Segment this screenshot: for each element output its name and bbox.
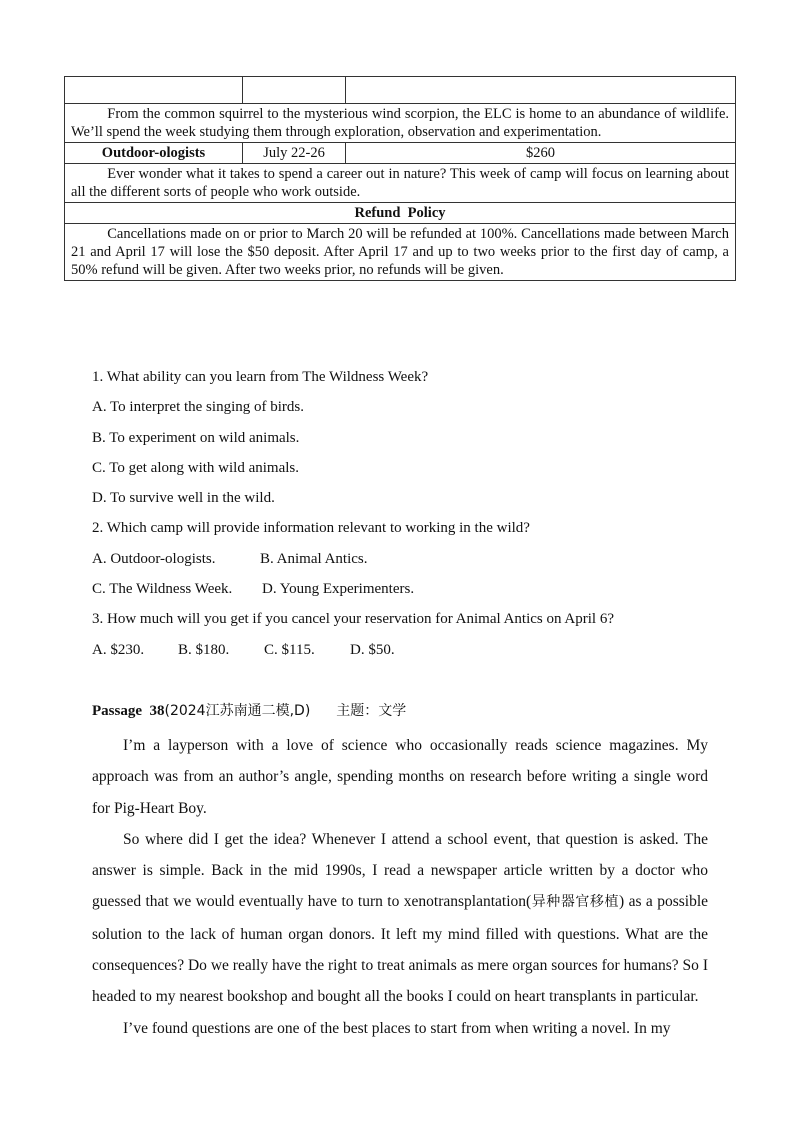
answer-option: D. Young Experimenters. <box>262 581 415 598</box>
answer-option: A. To interpret the singing of birds. <box>92 399 304 416</box>
answer-option: D. To survive well in the wild. <box>92 490 275 507</box>
table-row <box>65 143 736 164</box>
table-row <box>65 164 736 203</box>
table-row <box>65 203 736 224</box>
wildlife-description: From the common squirrel to the mysterious wind scorpion, the ELC is home to an abundance of wildlife. We’ll spend the week studying them through exploration, observation and experimentation. <box>65 104 736 143</box>
questions-section <box>92 367 732 670</box>
camp-table <box>64 76 736 281</box>
chinese-gloss: 异种器官移植 <box>531 894 619 911</box>
camp-name: Outdoor-ologists <box>65 143 243 164</box>
passage-source: (2024江苏南通二模,D) <box>164 703 311 719</box>
option-row <box>92 549 732 579</box>
answer-option: A. Outdoor-ologists. <box>92 550 216 567</box>
table-row <box>65 104 736 143</box>
paragraph: I’m a layperson with a love of science who occasionally reads science magazines. My approach was from an author’s angle, spending months on research before writing a single word for Pig-Heart Boy. <box>92 737 708 817</box>
camp-price: $260 <box>346 143 736 164</box>
answer-option: C. To get along with wild animals. <box>92 459 299 476</box>
paragraph: I’ve found questions are one of the best places to start from when writing a novel. In my <box>123 1019 671 1037</box>
answer-option: A. $230. <box>92 641 145 658</box>
paragraph-text: ) as a possible solution to the lack of human organ donors. It left my mind filled with questions. What are the consequences? Do we really have the right to treat animals as mere organ sources for humans? So I headed to my nearest bookshop and bought all the books I could on heart transplants in particular. <box>92 893 709 1006</box>
paragraph-text: So where did I get the idea? Whenever I attend a school event, that question is asked. The answer is simple. Back in the mid 1990s, I read a newspaper article written by a doctor who guessed that we would eventually have to turn to xenotransplantation( <box>92 830 708 911</box>
paragraph <box>92 824 708 1013</box>
answer-option: B. To experiment on wild animals. <box>92 429 300 446</box>
refund-title: Refund Policy <box>65 203 736 224</box>
camp-dates: July 22-26 <box>243 143 346 164</box>
answer-option: C. The Wildness Week. <box>92 581 233 598</box>
table-row <box>65 77 736 104</box>
option-row <box>92 579 732 609</box>
table-cell <box>243 77 346 104</box>
passage-theme: 主题：文学 <box>336 703 407 719</box>
passage-header <box>92 700 406 720</box>
answer-option: B. Animal Antics. <box>260 550 368 567</box>
outdoor-description: Ever wonder what it takes to spend a career out in nature? This week of camp will focus on learning about all the different sorts of people who work outside. <box>65 164 736 203</box>
answer-option: D. $50. <box>350 641 395 658</box>
refund-text: Cancellations made on or prior to March 20 will be refunded at 100%. Cancellations made between March 21 and April 17 will lose the $50 deposit. After April 17 and up to two weeks prior to the first day of camp, a 50% refund will be given. After two weeks prior, no refunds will be given. <box>65 224 736 281</box>
question-stem: 2. Which camp will provide information relevant to working in the wild? <box>92 520 530 537</box>
table-cell <box>65 77 243 104</box>
answer-option: C. $115. <box>264 641 315 658</box>
question-stem: 3. How much will you get if you cancel your reservation for Animal Antics on April 6? <box>92 611 614 628</box>
question-stem: 1. What ability can you learn from The Wildness Week? <box>92 369 429 385</box>
option-row <box>92 640 732 670</box>
passage-title: Passage 38 <box>92 703 165 719</box>
answer-option: B. $180. <box>178 641 230 658</box>
passage-body <box>92 730 708 1044</box>
table-cell <box>346 77 736 104</box>
table-row <box>65 224 736 281</box>
